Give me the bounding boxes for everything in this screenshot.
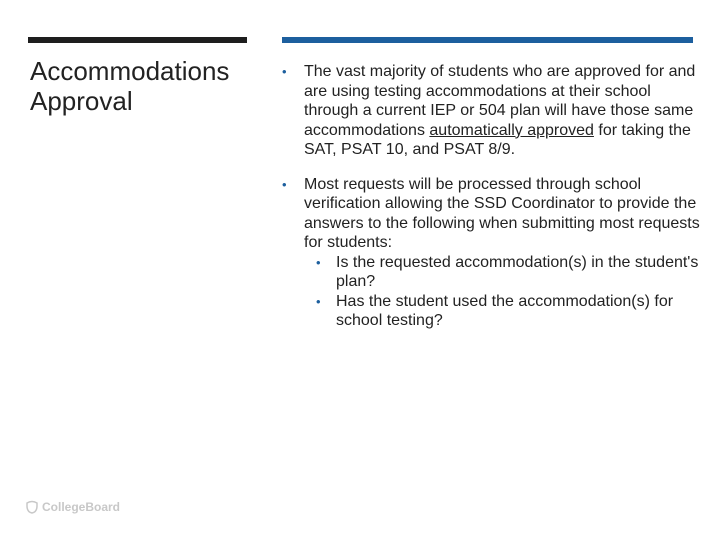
slide-title-line1: Accommodations (30, 56, 230, 86)
bullet-1-text-after: for taking the SAT, PSAT 10, and PSAT 8/9. (304, 121, 691, 158)
acorn-icon (26, 500, 38, 514)
bullet-1-text-before: The vast majority of students who are approved for and are using testing accommodations at their school through a current IEP or 504 plan will have those same accommodations (304, 63, 696, 139)
sub-bullet-list (304, 253, 700, 331)
content-divider (282, 37, 693, 43)
sub-bullet-item-1: • Is the requested accommodation(s) in the student's plan? (316, 253, 700, 292)
bullet-1-underlined-text: automatically approved (429, 121, 594, 139)
college-board-logo (26, 500, 120, 514)
title-divider (28, 37, 247, 43)
bullet-2-text: Most requests will be processed through school verification allowing the SSD Coordinator to provide the answers to the following when submitting most requests for students: (304, 175, 700, 251)
slide-title (30, 56, 260, 116)
bullet-item-2 (282, 175, 700, 331)
slide-title-line2: Approval (30, 86, 133, 116)
bullet-item-1 (282, 62, 700, 160)
bullet-list (282, 62, 700, 331)
sub-bullet-item-2: • Has the student used the accommodation(s) for school testing? (316, 292, 700, 331)
slide-content (282, 62, 700, 346)
logo-text: CollegeBoard (42, 500, 121, 514)
